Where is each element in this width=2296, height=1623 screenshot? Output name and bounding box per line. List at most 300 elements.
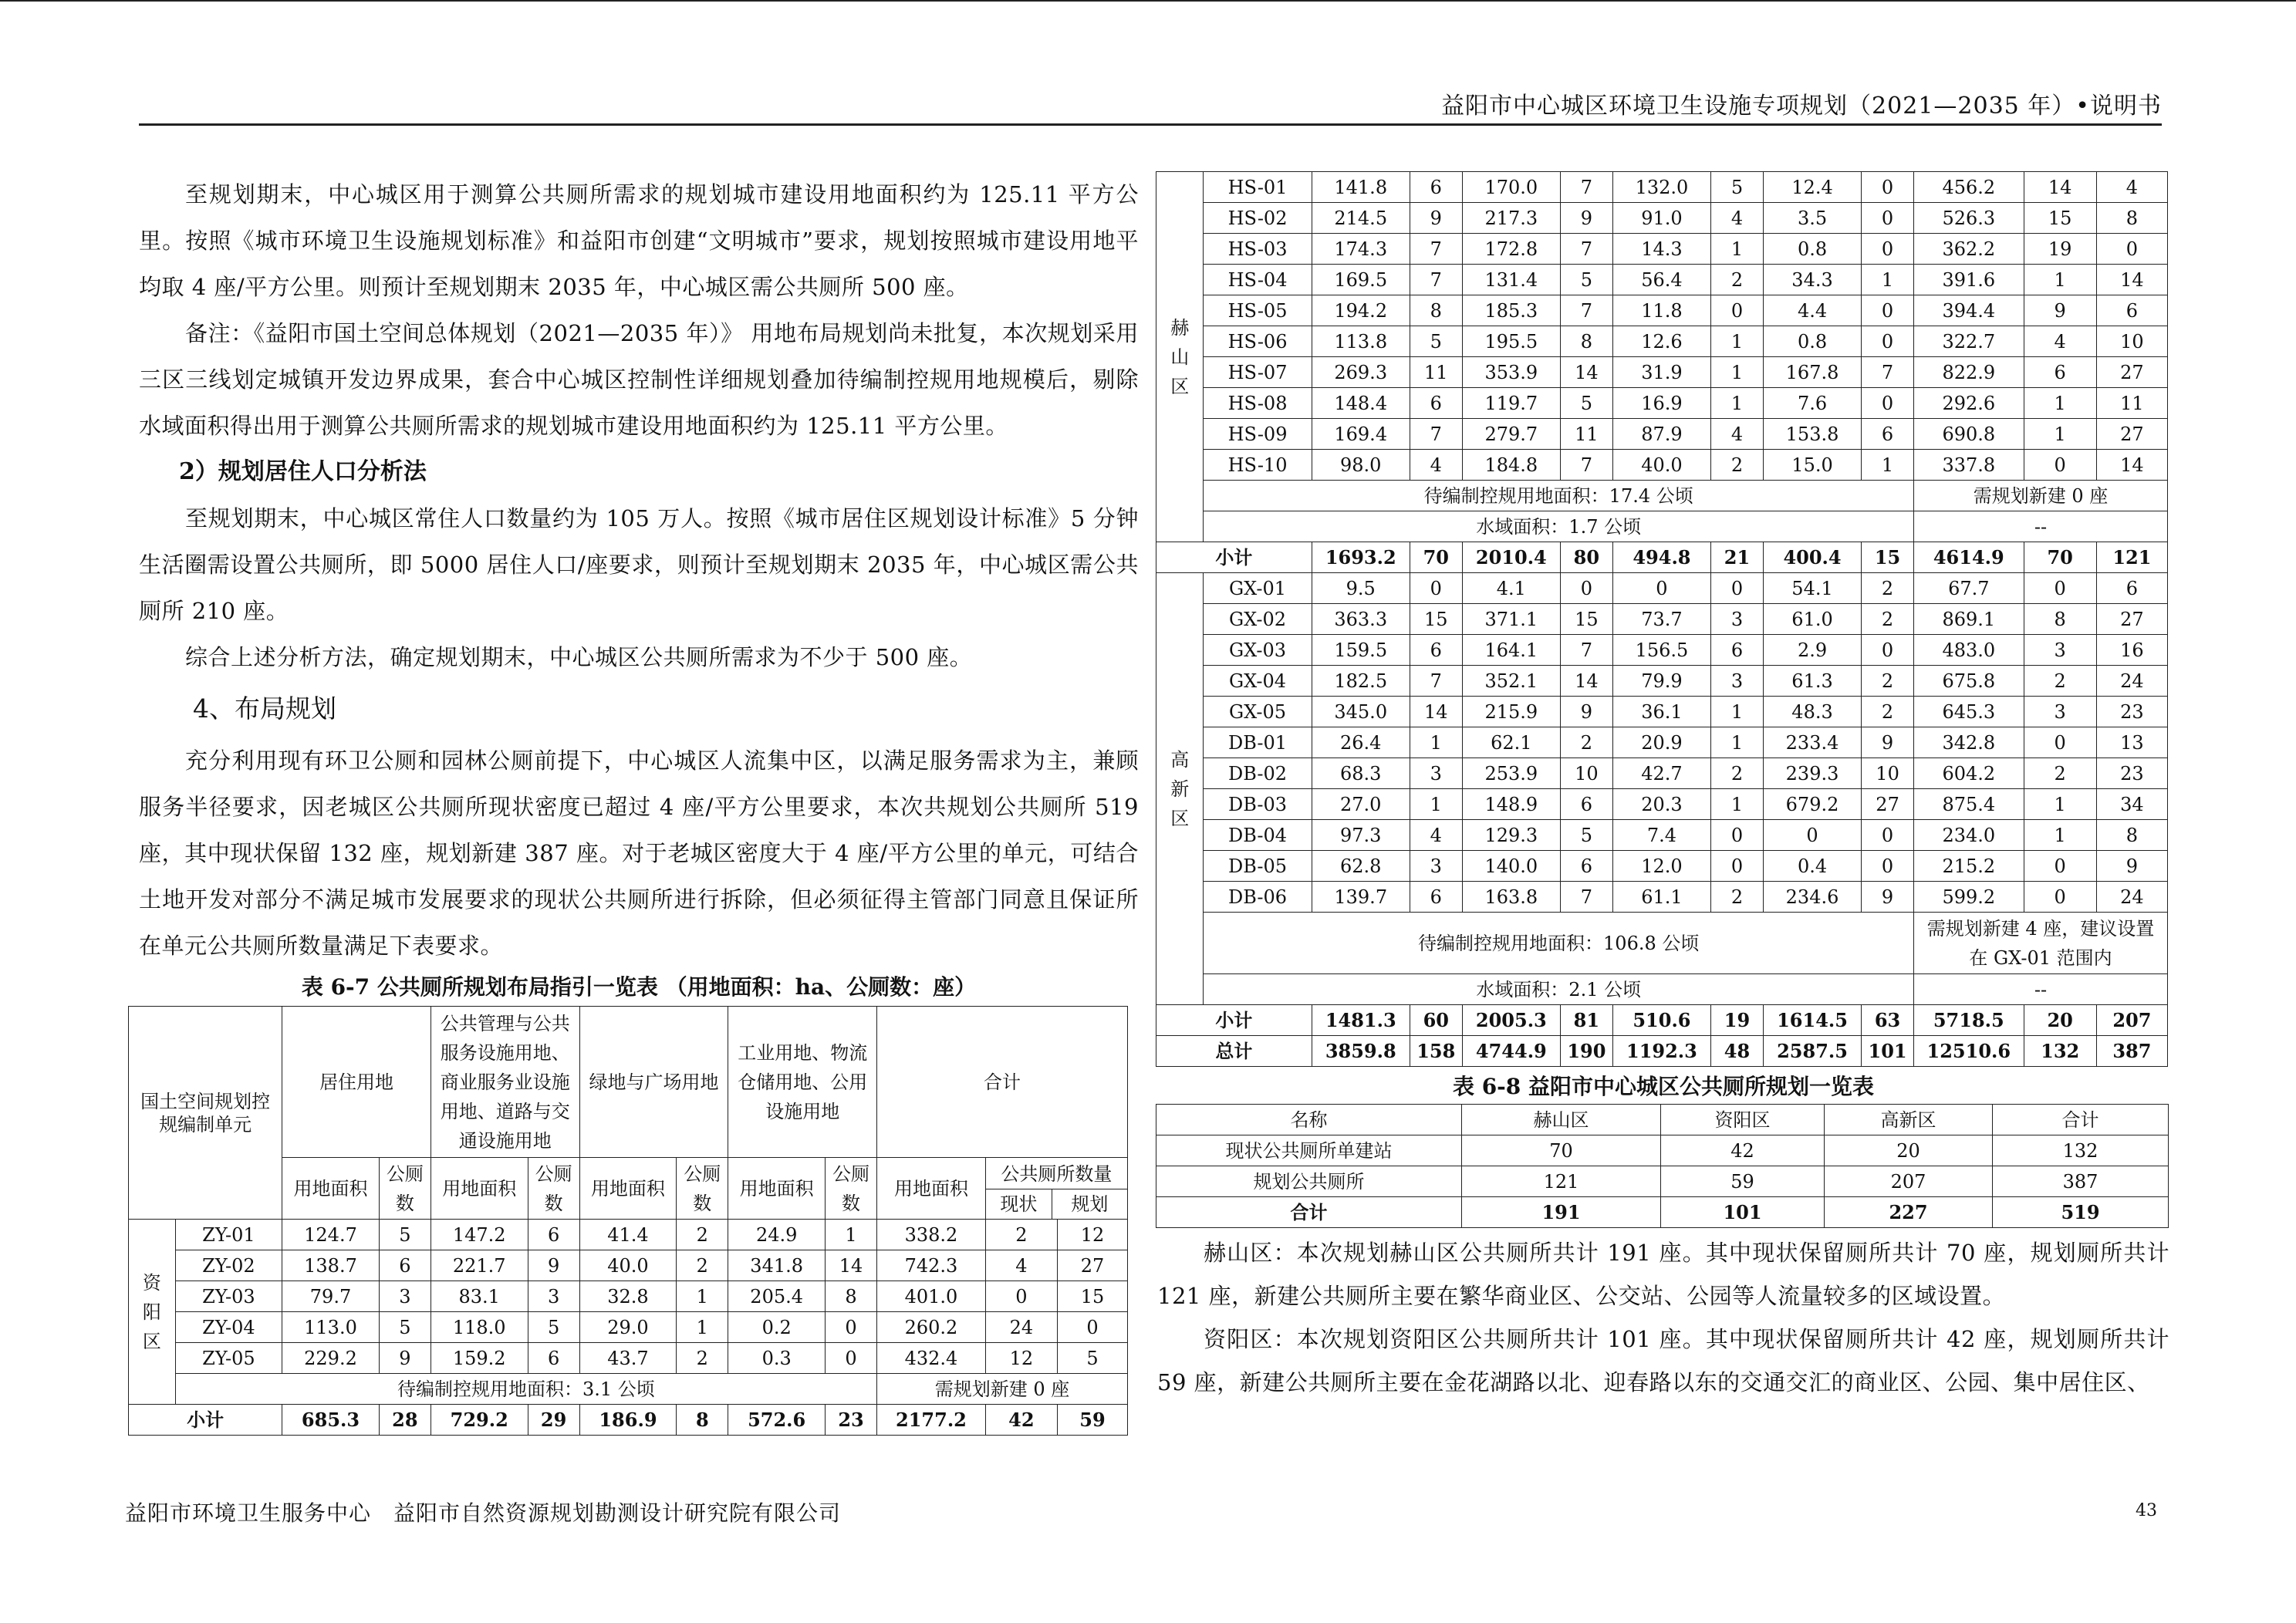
table-cell: 0 bbox=[2024, 882, 2096, 913]
table-cell: 67.7 bbox=[1914, 573, 2024, 604]
table-cell: 174.3 bbox=[1312, 234, 1410, 265]
table-6-7-body bbox=[129, 1220, 1128, 1436]
table-cell: 现状公共厕所单建站 bbox=[1156, 1135, 1462, 1166]
table-cell: 48.3 bbox=[1763, 697, 1861, 727]
table-cell: 7 bbox=[1862, 357, 1914, 388]
header-rule bbox=[139, 123, 2162, 126]
table-cell: 6 bbox=[2024, 357, 2096, 388]
table-cell: 16.9 bbox=[1612, 388, 1710, 419]
table-cell: 5 bbox=[379, 1312, 430, 1343]
table-row bbox=[1156, 419, 2168, 450]
paragraph: 备注：《益阳市国土空间总体规划（2021—2035 年）》 用地布局规划尚未批复，本次规划采用三区三线划定城镇开发边界成果，套合中心城区控制性详细规划叠加待编制控规用地规模后，剔除水域面积得出用于测算公共厕所需求的规划城市建设用地面积约为 125.11 平方公里。 bbox=[139, 320, 1139, 439]
table-cell: 2 bbox=[1862, 666, 1914, 697]
unit-code-cell: HS-04 bbox=[1204, 265, 1312, 295]
table-cell: 34.3 bbox=[1763, 265, 1861, 295]
table-cell: 73.7 bbox=[1612, 604, 1710, 635]
table-cell: 91.0 bbox=[1612, 203, 1710, 234]
header-public: 公共管理与公共服务设施用地、商业服务业设施用地、道路与交通设施用地 bbox=[430, 1007, 579, 1158]
table-row bbox=[129, 1343, 1128, 1374]
header-industrial: 工业用地、物流仓储用地、公用设施用地 bbox=[728, 1007, 877, 1158]
table-cell: 341.8 bbox=[728, 1250, 826, 1281]
table-cell: 3 bbox=[1410, 851, 1462, 882]
subtotal-cell: 60 bbox=[1410, 1005, 1462, 1036]
table-cell: 7 bbox=[1560, 882, 1612, 913]
table-cell: 11.8 bbox=[1612, 295, 1710, 326]
table-6-7-caption: 表 6-7 公共厕所规划布局指引一览表 （用地面积：ha、公厕数：座） bbox=[301, 974, 977, 1000]
unit-code-cell: ZY-05 bbox=[175, 1343, 282, 1374]
table-cell: 24.9 bbox=[728, 1220, 826, 1250]
unit-code-cell: GX-01 bbox=[1204, 573, 1312, 604]
unit-code-cell: ZY-01 bbox=[175, 1220, 282, 1250]
table-cell: 205.4 bbox=[728, 1281, 826, 1312]
table-cell: 221.7 bbox=[430, 1250, 528, 1281]
table-row bbox=[1156, 326, 2168, 357]
subtotal-label: 小计 bbox=[1156, 1005, 1312, 1036]
section-heading: 4、布局规划 bbox=[193, 693, 336, 724]
table-cell: 387 bbox=[1993, 1166, 2169, 1197]
table-row bbox=[1156, 1135, 2169, 1166]
table-cell: 7 bbox=[1560, 450, 1612, 481]
table-cell: 337.8 bbox=[1914, 450, 2024, 481]
table-cell: 0 bbox=[1711, 295, 1764, 326]
table-cell: 139.7 bbox=[1312, 882, 1410, 913]
table-cell: 338.2 bbox=[877, 1220, 986, 1250]
table-6-7-continued bbox=[1156, 171, 2168, 1067]
table-cell: 42 bbox=[1661, 1135, 1825, 1166]
table-cell: 0.4 bbox=[1763, 851, 1861, 882]
table-cell: 2 bbox=[985, 1220, 1057, 1250]
subtotal-cell: 2177.2 bbox=[877, 1405, 986, 1436]
table-cell: 1 bbox=[1711, 789, 1764, 820]
note-row bbox=[1156, 481, 2168, 511]
table-cell: 59 bbox=[1661, 1166, 1825, 1197]
table-cell: 10 bbox=[1862, 758, 1914, 789]
header-subcols bbox=[986, 1189, 1127, 1219]
subtotal-cell: 20 bbox=[2024, 1005, 2096, 1036]
table-cell: 9 bbox=[2024, 295, 2096, 326]
table-cell: 1 bbox=[1711, 388, 1764, 419]
table-cell: 11 bbox=[1560, 419, 1612, 450]
table-cell: 5 bbox=[1711, 172, 1764, 203]
subtotal-cell: 510.6 bbox=[1612, 1005, 1710, 1036]
table-cell: 3 bbox=[1711, 666, 1764, 697]
table-cell: 61.1 bbox=[1612, 882, 1710, 913]
table-cell: 5 bbox=[379, 1220, 430, 1250]
table-cell: 401.0 bbox=[877, 1281, 986, 1312]
table-cell: 253.9 bbox=[1462, 758, 1560, 789]
table-cell: 10 bbox=[2096, 326, 2167, 357]
note-cell: 需规划新建 0 座 bbox=[1914, 481, 2168, 511]
subtotal-cell: 4614.9 bbox=[1914, 542, 2024, 573]
subtotal-cell: 70 bbox=[2024, 542, 2096, 573]
table-cell: 233.4 bbox=[1763, 727, 1861, 758]
table-cell: 41.4 bbox=[579, 1220, 677, 1250]
table-cell: 14 bbox=[1410, 697, 1462, 727]
table-row bbox=[1156, 265, 2168, 295]
table-cell: 12.0 bbox=[1612, 851, 1710, 882]
table-cell: 3 bbox=[2024, 697, 2096, 727]
table-cell: 0 bbox=[1560, 573, 1612, 604]
table-cell: 15 bbox=[1410, 604, 1462, 635]
note-cell: 水域面积：2.1 公顷 bbox=[1204, 974, 1914, 1005]
table-cell: 27 bbox=[2096, 357, 2167, 388]
table-cell: 12 bbox=[985, 1343, 1057, 1374]
unit-code-cell: DB-05 bbox=[1204, 851, 1312, 882]
table-row bbox=[1156, 1166, 2169, 1197]
right-text bbox=[1157, 1231, 2169, 1404]
column-header: 高新区 bbox=[1825, 1105, 1993, 1135]
table-cell: 322.7 bbox=[1914, 326, 2024, 357]
column-header: 合计 bbox=[1993, 1105, 2169, 1135]
table-cell: 15.0 bbox=[1763, 450, 1861, 481]
subtotal-row bbox=[1156, 1005, 2168, 1036]
table-cell: 163.8 bbox=[1462, 882, 1560, 913]
table-cell: 675.8 bbox=[1914, 666, 2024, 697]
table-cell: 15 bbox=[2024, 203, 2096, 234]
subtotal-cell: 2587.5 bbox=[1763, 1036, 1861, 1067]
table-cell: 24 bbox=[2096, 882, 2167, 913]
table-cell: 353.9 bbox=[1462, 357, 1560, 388]
table-cell: 147.2 bbox=[430, 1220, 528, 1250]
table-cell: 119.7 bbox=[1462, 388, 1560, 419]
district-cell: 高新区 bbox=[1156, 573, 1204, 1005]
table-cell: 483.0 bbox=[1914, 635, 2024, 666]
table-cell: 79.7 bbox=[282, 1281, 380, 1312]
table-cell: 169.4 bbox=[1312, 419, 1410, 450]
unit-code-cell: DB-01 bbox=[1204, 727, 1312, 758]
table-row bbox=[1156, 604, 2168, 635]
subtotal-cell: 572.6 bbox=[728, 1405, 826, 1436]
table-cell: 5 bbox=[1560, 388, 1612, 419]
table-cell: 20 bbox=[1825, 1135, 1993, 1166]
table-row bbox=[129, 1220, 1128, 1250]
table-cell: 23 bbox=[2096, 758, 2167, 789]
table-cell: 14 bbox=[1560, 666, 1612, 697]
table-cell: 1 bbox=[677, 1312, 728, 1343]
table-cell: 6 bbox=[1410, 635, 1462, 666]
table-cell: 8 bbox=[2024, 604, 2096, 635]
table-cell: 3.5 bbox=[1763, 203, 1861, 234]
unit-code-cell: HS-02 bbox=[1204, 203, 1312, 234]
paragraph: 赫山区：本次规划赫山区公共厕所共计 191 座。其中现状保留厕所共计 70 座，规划厕所共计 121 座，新建公共厕所主要在繁华商业区、公交站、公园等人流量较多的区域设置。 bbox=[1157, 1240, 2169, 1309]
header-toilet-count-group bbox=[985, 1158, 1127, 1220]
subtotal-cell: 1481.3 bbox=[1312, 1005, 1410, 1036]
table-cell: 194.2 bbox=[1312, 295, 1410, 326]
table-cell: 1 bbox=[1711, 357, 1764, 388]
table-cell: 6 bbox=[528, 1220, 579, 1250]
table-cell: 292.6 bbox=[1914, 388, 2024, 419]
table-cell: 121 bbox=[1462, 1166, 1661, 1197]
table-cell: 0 bbox=[825, 1343, 876, 1374]
table-cell: 132 bbox=[1993, 1135, 2169, 1166]
table-cell: 27 bbox=[2096, 419, 2167, 450]
table-cell: 7 bbox=[1410, 234, 1462, 265]
table-cell: 217.3 bbox=[1462, 203, 1560, 234]
unit-code-cell: ZY-02 bbox=[175, 1250, 282, 1281]
table-cell: 599.2 bbox=[1914, 882, 2024, 913]
table-cell: 4 bbox=[2024, 326, 2096, 357]
note-row bbox=[1156, 974, 2168, 1005]
paragraph: 充分利用现有环卫公厕和园林公厕前提下，中心城区人流集中区，以满足服务需求为主，兼顾服务半径要求，因老城区公共厕所现状密度已超过 4 座/平方公里要求，本次共规划公共厕所 519 座，其中现状保留 132 座，规划新建 387 座。对于老城区密度大于 4 座/平方公里的单元，可结合土地开发对部分不满足城市发展要求的现状公共厕所进行拆除，但必须征得主管部门同意且保证所在单元公共厕所数量满足下表要求。 bbox=[139, 747, 1139, 959]
table-cell: 526.3 bbox=[1914, 203, 2024, 234]
subtotal-cell: 2010.4 bbox=[1462, 542, 1560, 573]
table-cell: 124.7 bbox=[282, 1220, 380, 1250]
subtotal-row bbox=[129, 1405, 1128, 1436]
table-cell: 70 bbox=[1462, 1135, 1661, 1166]
table-cell: 0 bbox=[1862, 820, 1914, 851]
table-6-8-caption: 表 6-8 益阳市中心城区公共厕所规划一览表 bbox=[1452, 1074, 1875, 1099]
table-cell: 12.4 bbox=[1763, 172, 1861, 203]
page-number: 43 bbox=[2136, 1501, 2157, 1520]
table-cell: 9 bbox=[1560, 203, 1612, 234]
table-cell: 6 bbox=[2096, 573, 2167, 604]
subtotal-cell: 158 bbox=[1410, 1036, 1462, 1067]
subtotal-cell: 121 bbox=[2096, 542, 2167, 573]
table-cell: 3 bbox=[528, 1281, 579, 1312]
subtotal-cell: 23 bbox=[825, 1405, 876, 1436]
table-cell: 0 bbox=[1862, 851, 1914, 882]
unit-code-cell: HS-01 bbox=[1204, 172, 1312, 203]
note-cell: 待编制控规用地面积：3.1 公顷 bbox=[175, 1374, 876, 1405]
column-header: 赫山区 bbox=[1462, 1105, 1661, 1135]
table-cell: 0 bbox=[1862, 172, 1914, 203]
table-cell: 40.0 bbox=[579, 1250, 677, 1281]
header-count: 公厕数 bbox=[379, 1158, 430, 1220]
header-unit: 国土空间规划控规编制单元 bbox=[129, 1007, 282, 1220]
unit-code-cell: GX-05 bbox=[1204, 697, 1312, 727]
header-area: 用地面积 bbox=[579, 1158, 677, 1220]
table-cell: 1 bbox=[825, 1220, 876, 1250]
table-row bbox=[129, 1312, 1128, 1343]
unit-code-cell: DB-03 bbox=[1204, 789, 1312, 820]
table-cell: 185.3 bbox=[1462, 295, 1560, 326]
page-header: 益阳市中心城区环境卫生设施专项规划（2021—2035 年）•说明书 bbox=[1441, 93, 2162, 120]
unit-code-cell: HS-03 bbox=[1204, 234, 1312, 265]
table-cell: 0 bbox=[2024, 573, 2096, 604]
table-cell: 4 bbox=[1410, 450, 1462, 481]
table-row bbox=[1156, 450, 2168, 481]
table-cell: 456.2 bbox=[1914, 172, 2024, 203]
table-cell: 113.8 bbox=[1312, 326, 1410, 357]
table-cell: 363.3 bbox=[1312, 604, 1410, 635]
table-cell: 0 bbox=[1862, 295, 1914, 326]
table-cell: 6 bbox=[1560, 851, 1612, 882]
unit-code-cell: GX-03 bbox=[1204, 635, 1312, 666]
subtotal-cell: 8 bbox=[677, 1405, 728, 1436]
table-cell: 16 bbox=[2096, 635, 2167, 666]
district-cell: 赫山区 bbox=[1156, 172, 1204, 542]
table-cell: 214.5 bbox=[1312, 203, 1410, 234]
table-row bbox=[1156, 697, 2168, 727]
table-cell: 2.9 bbox=[1763, 635, 1861, 666]
table-cell: 20.3 bbox=[1612, 789, 1710, 820]
table-cell: 2 bbox=[1560, 727, 1612, 758]
table-cell: 98.0 bbox=[1312, 450, 1410, 481]
table-cell: 0 bbox=[1711, 851, 1764, 882]
note-cell: -- bbox=[1914, 511, 2168, 542]
table-cell: 371.1 bbox=[1462, 604, 1560, 635]
table-cell: 5 bbox=[1057, 1343, 1127, 1374]
unit-code-cell: GX-04 bbox=[1204, 666, 1312, 697]
table-cell: 7 bbox=[1560, 234, 1612, 265]
table-cell: 1 bbox=[1711, 727, 1764, 758]
table-cell: 0.2 bbox=[728, 1312, 826, 1343]
paragraph: 至规划期末，中心城区用于测算公共厕所需求的规划城市建设用地面积约为 125.11 平方公里。按照《城市环境卫生设施规划标准》和益阳市创建“文明城市”要求，规划按照城市建设用地平均取 4 座/平方公里。则预计至规划期末 2035 年，中心城区需公共厕所 500 座。 bbox=[139, 181, 1139, 300]
unit-code-cell: DB-02 bbox=[1204, 758, 1312, 789]
table-row bbox=[129, 1250, 1128, 1281]
table-cell: 15 bbox=[1560, 604, 1612, 635]
table-cell: 234.0 bbox=[1914, 820, 2024, 851]
table-cell: 229.2 bbox=[282, 1343, 380, 1374]
subtotal-label: 小计 bbox=[129, 1405, 282, 1436]
table-cell: 169.5 bbox=[1312, 265, 1410, 295]
table-cell: 27 bbox=[1057, 1250, 1127, 1281]
subtotal-cell: 63 bbox=[1862, 1005, 1914, 1036]
table-cell: 0 bbox=[1862, 388, 1914, 419]
table-cell: 0.8 bbox=[1763, 326, 1861, 357]
table-cell: 4.4 bbox=[1763, 295, 1861, 326]
table-cell: 604.2 bbox=[1914, 758, 2024, 789]
table-cell: 0 bbox=[1862, 203, 1914, 234]
table-cell: 4 bbox=[1711, 203, 1764, 234]
table-cell: 172.8 bbox=[1462, 234, 1560, 265]
subtotal-cell: 80 bbox=[1560, 542, 1612, 573]
subtotal-cell: 186.9 bbox=[579, 1405, 677, 1436]
table-cell: 12.6 bbox=[1612, 326, 1710, 357]
unit-code-cell: DB-06 bbox=[1204, 882, 1312, 913]
table-header-row bbox=[1156, 1105, 2169, 1135]
subtotal-cell: 29 bbox=[528, 1405, 579, 1436]
table-cell: 4 bbox=[1711, 419, 1764, 450]
table-cell: 234.6 bbox=[1763, 882, 1861, 913]
subtotal-cell: 21 bbox=[1711, 542, 1764, 573]
table-cell: 97.3 bbox=[1312, 820, 1410, 851]
table-row bbox=[1156, 820, 2168, 851]
table-cell: 2 bbox=[1862, 604, 1914, 635]
table-cell: 14 bbox=[2096, 265, 2167, 295]
table-cell: 215.2 bbox=[1914, 851, 2024, 882]
subtotal-cell: 190 bbox=[1560, 1036, 1612, 1067]
table-cell: 6 bbox=[1410, 388, 1462, 419]
subtotal-cell: 207 bbox=[2096, 1005, 2167, 1036]
subtotal-row bbox=[1156, 542, 2168, 573]
table-cell: 132.0 bbox=[1612, 172, 1710, 203]
header-existing: 现状 bbox=[986, 1189, 1052, 1219]
table-cell: 8 bbox=[825, 1281, 876, 1312]
subtotal-cell: 15 bbox=[1862, 542, 1914, 573]
table-cell: 118.0 bbox=[430, 1312, 528, 1343]
table-cell: 742.3 bbox=[877, 1250, 986, 1281]
table-cell: 2 bbox=[1711, 265, 1764, 295]
header-green: 绿地与广场用地 bbox=[579, 1007, 728, 1158]
table-cell: 9 bbox=[1410, 203, 1462, 234]
table-cell: 0.8 bbox=[1763, 234, 1861, 265]
table-cell: 129.3 bbox=[1462, 820, 1560, 851]
table-cell: 87.9 bbox=[1612, 419, 1710, 450]
left-column bbox=[139, 171, 1139, 1436]
subtotal-cell: 70 bbox=[1410, 542, 1462, 573]
table-cell: 9 bbox=[528, 1250, 579, 1281]
table-cell: 12 bbox=[1057, 1220, 1127, 1250]
table-cell: 159.5 bbox=[1312, 635, 1410, 666]
table-row bbox=[1156, 388, 2168, 419]
table-6-8-body bbox=[1156, 1105, 2169, 1228]
subtotal-cell: 5718.5 bbox=[1914, 1005, 2024, 1036]
table-cell: 7.4 bbox=[1612, 820, 1710, 851]
table-cell: 2 bbox=[2024, 666, 2096, 697]
table-row bbox=[1156, 635, 2168, 666]
table-cell: 13 bbox=[2096, 727, 2167, 758]
header-count: 公厕数 bbox=[528, 1158, 579, 1220]
table-cell: 40.0 bbox=[1612, 450, 1710, 481]
table-6-7-continued-body bbox=[1156, 172, 2168, 1067]
table-cell: 4 bbox=[985, 1250, 1057, 1281]
table-cell: 26.4 bbox=[1312, 727, 1410, 758]
table-cell: 3 bbox=[1410, 758, 1462, 789]
table-cell: 7 bbox=[1410, 666, 1462, 697]
table-cell: 869.1 bbox=[1914, 604, 2024, 635]
header-area: 用地面积 bbox=[430, 1158, 528, 1220]
table-row bbox=[1156, 666, 2168, 697]
table-cell: 352.1 bbox=[1462, 666, 1560, 697]
table-row bbox=[1156, 789, 2168, 820]
subtotal-cell: 132 bbox=[2024, 1036, 2096, 1067]
note-row bbox=[1156, 511, 2168, 542]
header-area: 用地面积 bbox=[728, 1158, 826, 1220]
table-cell: 8 bbox=[2096, 820, 2167, 851]
subtotal-cell: 685.3 bbox=[282, 1405, 380, 1436]
table-cell: 6 bbox=[1410, 882, 1462, 913]
subtotal-cell: 400.4 bbox=[1763, 542, 1861, 573]
table-6-7 bbox=[128, 1006, 1128, 1436]
note-row bbox=[129, 1374, 1128, 1405]
table-cell: 61.3 bbox=[1763, 666, 1861, 697]
table-cell: 24 bbox=[2096, 666, 2167, 697]
table-cell: 19 bbox=[2024, 234, 2096, 265]
table-cell: 14.3 bbox=[1612, 234, 1710, 265]
table-cell: 24 bbox=[985, 1312, 1057, 1343]
paragraph: 资阳区：本次规划资阳区公共厕所共计 101 座。其中现状保留厕所共计 42 座，规划厕所共计 59 座，新建公共厕所主要在金花湖路以北、迎春路以东的交通交汇的商业区、公园、集中居住区、 bbox=[1157, 1326, 2169, 1395]
table-cell: 32.8 bbox=[579, 1281, 677, 1312]
table-row bbox=[1156, 573, 2168, 604]
table-cell: 113.0 bbox=[282, 1312, 380, 1343]
table-cell: 5 bbox=[1560, 820, 1612, 851]
table-cell: 679.2 bbox=[1763, 789, 1861, 820]
table-cell: 7.6 bbox=[1763, 388, 1861, 419]
table-cell: 8 bbox=[1410, 295, 1462, 326]
subtotal-cell: 101 bbox=[1862, 1036, 1914, 1067]
unit-code-cell: HS-06 bbox=[1204, 326, 1312, 357]
header-total-area: 用地面积 bbox=[877, 1158, 986, 1220]
table-cell: 10 bbox=[1560, 758, 1612, 789]
district-cell: 资阳区 bbox=[129, 1220, 176, 1405]
table-cell: 27 bbox=[1862, 789, 1914, 820]
table-cell: 1 bbox=[677, 1281, 728, 1312]
table-cell: 391.6 bbox=[1914, 265, 2024, 295]
table-cell: 345.0 bbox=[1312, 697, 1410, 727]
table-cell: 5 bbox=[528, 1312, 579, 1343]
table-cell: 62.1 bbox=[1462, 727, 1560, 758]
table-cell: 14 bbox=[825, 1250, 876, 1281]
table-cell: 3 bbox=[2024, 635, 2096, 666]
table-cell: 4 bbox=[1410, 820, 1462, 851]
header-toilet-count: 公共厕所数量 bbox=[986, 1159, 1127, 1189]
table-cell: 7 bbox=[1410, 265, 1462, 295]
table-row bbox=[1156, 203, 2168, 234]
subtotal-cell: 3859.8 bbox=[1312, 1036, 1410, 1067]
table-cell: 11 bbox=[2096, 388, 2167, 419]
table-cell: 15 bbox=[1057, 1281, 1127, 1312]
